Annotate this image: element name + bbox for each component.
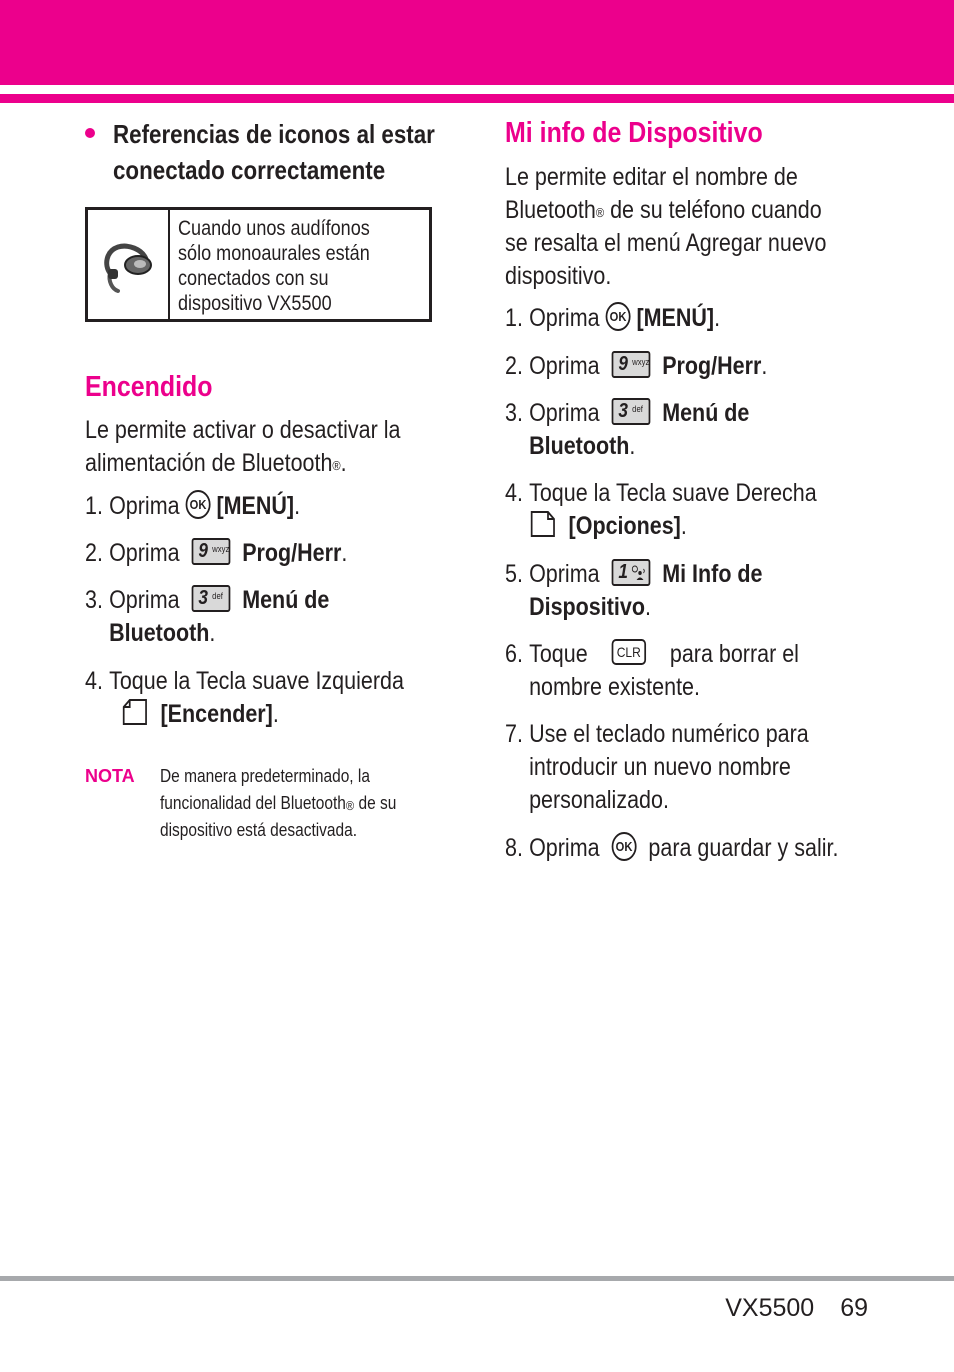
three-key-icon: 3 def <box>612 398 651 425</box>
header-bar <box>0 0 954 85</box>
footer-model: VX5500 <box>725 1294 815 1322</box>
icon-desc-line2: sólo monoaurales están <box>178 242 370 265</box>
icon-desc-line3: conectados con su <box>178 267 329 290</box>
mi-info-intro: Le permite editar el nombre de Bluetooth® de su teléfono cuando se resalta el menú Agregar nuevo dispositivo. <box>505 163 827 290</box>
bullet-heading-line2: conectado correctamente <box>113 155 386 185</box>
ok-key-icon: OK <box>606 302 631 331</box>
section-title-mi-info: Mi info de Dispositivo <box>505 117 763 149</box>
footer-rule <box>0 1276 954 1281</box>
nota-label: NOTA <box>85 766 135 786</box>
bullet-dot-icon <box>85 128 95 138</box>
mono-headset-icon <box>96 233 160 297</box>
bullet-heading-line1: Referencias de iconos al estar <box>113 119 435 149</box>
ok-key-icon: OK <box>186 490 211 519</box>
voicemail-symbol-icon <box>630 565 647 581</box>
ok-key-icon: OK <box>612 832 637 861</box>
page-number: 69 <box>840 1294 868 1322</box>
left-soft-key-icon <box>121 698 149 726</box>
section-title-encendido: Encendido <box>85 371 213 403</box>
icon-desc-line4: dispositivo VX5500 <box>178 292 332 315</box>
nine-key-icon: 9 wxyz <box>612 351 651 378</box>
right-soft-key-icon <box>529 510 557 538</box>
icon-reference-table <box>85 207 432 322</box>
page-footer <box>725 1292 868 1325</box>
icon-desc-line1: Cuando unos audífonos <box>178 217 370 240</box>
encendido-intro: Le permite activar o desactivar la alimentación de Bluetooth®. <box>85 416 401 477</box>
nota-text: De manera predeterminado, la funcionalidad del Bluetooth® de su dispositivo está desactivada. <box>160 766 397 840</box>
three-key-icon: 3 def <box>192 585 231 612</box>
one-key-icon: 1 <box>612 559 651 586</box>
header-rule <box>0 94 954 103</box>
clr-key-icon: CLR <box>612 639 646 665</box>
nine-key-icon: 9 wxyz <box>192 538 231 565</box>
